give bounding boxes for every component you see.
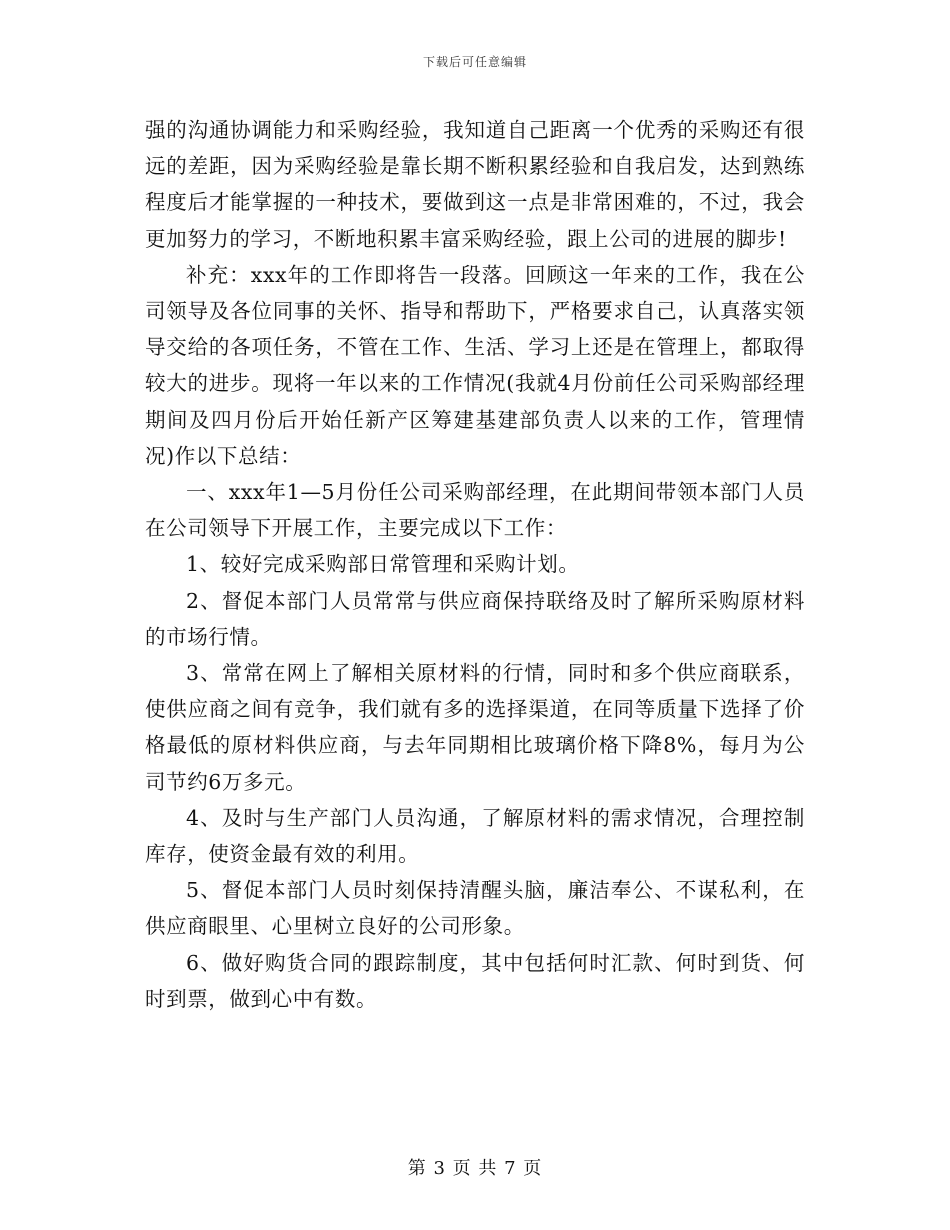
list-item-3: 3、常常在网上了解相关原材料的行情，同时和多个供应商联系，使供应商之间有竞争，我们就有多的选择渠道，在同等质量下选择了价格最低的原材料供应商，与去年同期相比玻璃价格下降8%，每月为公司节约6万多元。 <box>145 661 805 794</box>
list-item-6: 6、做好购货合同的跟踪制度，其中包括何时汇款、何时到货、何时到票，做到心中有数。 <box>145 950 805 1011</box>
document-body <box>145 112 805 1017</box>
list-item-4: 4、及时与生产部门人员沟通，了解原材料的需求情况，合理控制库存，使资金最有效的利用。 <box>145 805 805 867</box>
paragraph-section-one: 一、xxx年1—5月份任公司采购部经理，在此期间带领本部门人员在公司领导下开展工作，主要完成以下工作： <box>145 480 805 541</box>
page-header: 下载后可任意编辑 <box>422 55 527 69</box>
list-item-5: 5、督促本部门人员时刻保持清醒头脑，廉洁奉公、不谋私利，在供应商眼里、心里树立良好的公司形象。 <box>145 878 805 939</box>
list-item-2: 2、督促本部门人员常常与供应商保持联络及时了解所采购原材料的市场行情。 <box>145 588 805 649</box>
list-item-1: 1、较好完成采购部日常管理和采购计划。 <box>186 552 580 577</box>
page-number-footer: 第 3 页 共 7 页 <box>407 1158 543 1179</box>
paragraph-supplement: 补充：xxx年的工作即将告一段落。回顾这一年来的工作，我在公司领导及各位同事的关怀、指导和帮助下，严格要求自己，认真落实领导交给的各项任务，不管在工作、生活、学习上还是在管理上，都取得较大的进步。现将一年以来的工作情况(我就4月份前任公司采购部经理期间及四月份后开始任新产区筹建基建部负责人以来的工作，管理情况)作以下总结： <box>145 262 805 468</box>
paragraph-continued: 强的沟通协调能力和采购经验，我知道自己距离一个优秀的采购还有很远的差距，因为采购经验是靠长期不断积累经验和自我启发，达到熟练程度后才能掌握的一种技术，要做到这一点是非常困难的，不过，我会更加努力的学习，不断地积累丰富采购经验，跟上公司的进展的脚步! <box>145 118 805 251</box>
